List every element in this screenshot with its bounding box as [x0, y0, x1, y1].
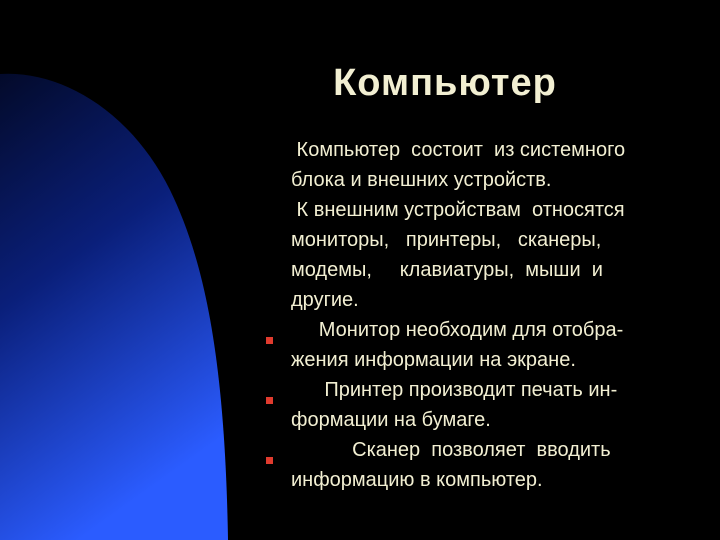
body-line: К внешним устройствам относятся	[291, 199, 625, 221]
slide-title: Компьютер	[333, 62, 557, 104]
bullet-icon	[266, 457, 273, 464]
body-line: формации на бумаге.	[291, 409, 491, 431]
body-line: Компьютер состоит из системного	[291, 139, 626, 161]
body-line: информацию в компьютер.	[291, 469, 543, 491]
slide-body	[291, 135, 689, 495]
bullet-icon	[266, 337, 273, 344]
body-line: блока и внешних устройств.	[291, 169, 552, 191]
body-line: модемы, клавиатуры, мыши и	[291, 259, 603, 281]
body-line: другие.	[291, 289, 359, 311]
body-line: Принтер производит печать ин-	[291, 379, 618, 401]
body-line: Монитор необходим для отобра-	[291, 319, 624, 341]
body-line: мониторы, принтеры, сканеры,	[291, 229, 602, 251]
bullet-icon	[266, 397, 273, 404]
body-line: жения информации на экране.	[291, 349, 576, 371]
body-line: Сканер позволяет вводить	[291, 439, 611, 461]
